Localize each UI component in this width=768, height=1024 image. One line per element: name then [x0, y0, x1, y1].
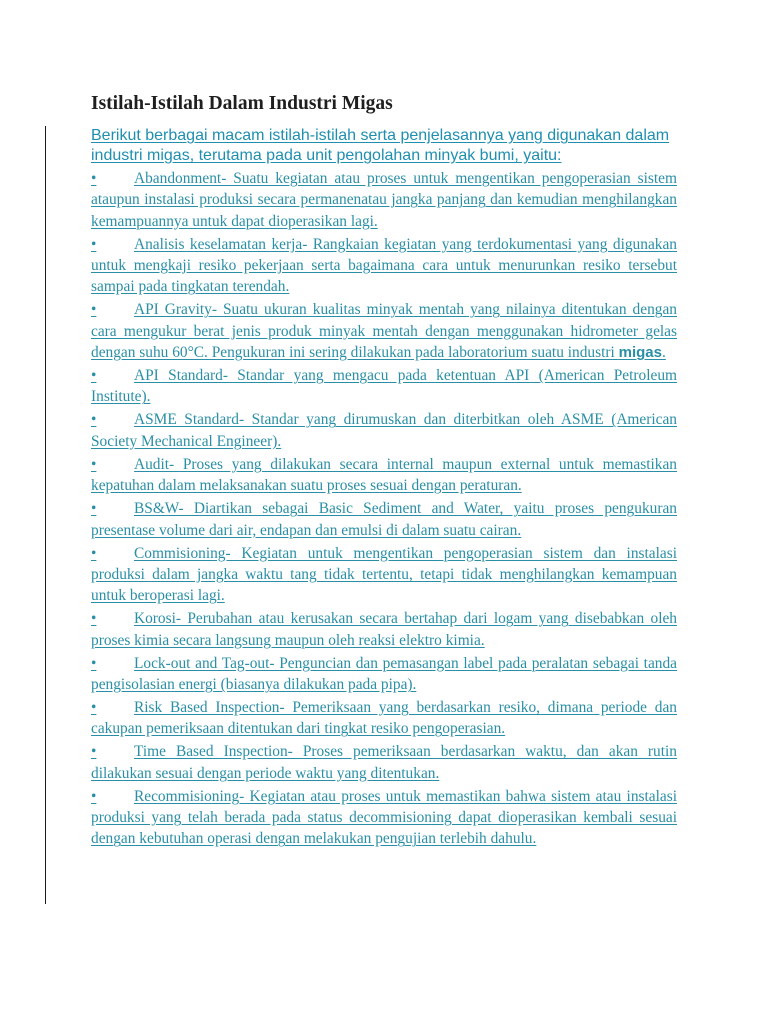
- term-item[interactable]: [91, 498, 677, 541]
- bullet-icon: •: [91, 411, 97, 429]
- term-item[interactable]: [91, 168, 677, 232]
- term-item[interactable]: [91, 543, 677, 607]
- term-item[interactable]: [91, 786, 677, 850]
- term-text: Audit- Proses yang dilakukan secara internal maupun external untuk memastikan kepatuhan dalam melaksanakan suatu proses sesuai dengan peraturan.: [91, 455, 677, 495]
- bullet-icon: •: [91, 301, 97, 319]
- term-text: Korosi- Perubahan atau kerusakan secara bertahap dari logam yang disebabkan oleh proses kimia secara langsung maupun oleh reaksi elektro kimia.: [91, 610, 677, 649]
- term-item[interactable]: [91, 299, 677, 363]
- document-body: [91, 126, 677, 852]
- term-item[interactable]: [91, 653, 677, 696]
- term-text: BS&W- Diartikan sebagai Basic Sediment and Water, yaitu proses pengukuran presentase volume dari air, endapan dan emulsi di dalam suatu cairan.: [91, 500, 677, 539]
- term-text: Analisis keselamatan kerja- Rangkaian kegiatan yang terdokumentasi yang digunakan untuk mengkaji resiko pekerjaan serta bagaimana cara untuk menurunkan resiko tersebut sampai pada tingkatan terendah.: [91, 235, 677, 296]
- bullet-icon: •: [91, 544, 97, 562]
- intro-paragraph[interactable]: Berikut berbagai macam istilah-istilah serta penjelasannya yang digunakan dalam industri migas, terutama pada unit pengolahan minyak bumi, yaitu:: [91, 127, 670, 164]
- term-item[interactable]: [91, 234, 677, 298]
- term-item[interactable]: [91, 454, 677, 497]
- bullet-icon: •: [91, 787, 97, 805]
- term-item[interactable]: [91, 365, 677, 408]
- term-item[interactable]: [91, 741, 677, 784]
- bullet-icon: •: [91, 500, 97, 518]
- keyword-link[interactable]: migas: [618, 343, 662, 361]
- term-text: Abandonment- Suatu kegiatan atau proses untuk mengentikan pengoperasian sistem ataupun instalasi produksi secara permanenatau jangka panjang dan kemudian menghilangkan kemampuannya untuk dapat dioperasikan lagi.: [91, 170, 677, 230]
- term-text: Recommisioning- Kegiatan atau proses untuk memastikan bahwa sistem atau instalasi produksi yang telah berada pada status decommisioning dapat dioperasikan kembali sesuai dengan kebutuhan operasi dengan melakukan pengujian terlebih dahulu.: [91, 787, 677, 848]
- term-text: API Standard- Standar yang mengacu pada ketentuan API (American Petroleum Institute).: [91, 367, 677, 406]
- bullet-icon: •: [91, 654, 97, 672]
- bullet-icon: •: [91, 367, 97, 385]
- term-text: Risk Based Inspection- Pemeriksaan yang berdasarkan resiko, dimana periode dan cakupan pemeriksaan ditentukan dari tingkat resiko pengoperasian.: [91, 699, 677, 738]
- term-text-tail: .: [662, 343, 666, 361]
- term-text: Time Based Inspection- Proses pemeriksaan berdasarkan waktu, dan akan rutin dilakukan sesuai dengan periode waktu yang ditentukan.: [91, 743, 677, 782]
- bullet-icon: •: [91, 743, 97, 761]
- term-item[interactable]: [91, 409, 677, 452]
- term-list: [91, 168, 677, 850]
- bullet-icon: •: [91, 170, 97, 187]
- bullet-icon: •: [91, 455, 97, 473]
- term-item[interactable]: [91, 697, 677, 740]
- term-item[interactable]: [91, 608, 677, 651]
- term-text: Lock-out and Tag-out- Penguncian dan pemasangan label pada peralatan sebagai tanda pengisolasian energi (biasanya dilakukan pada pipa).: [91, 654, 677, 693]
- page-title: Istilah-Istilah Dalam Industri Migas: [91, 93, 393, 114]
- term-text: Commisioning- Kegiatan untuk mengentikan pengoperasian sistem dan instalasi produksi dalam jangka waktu tang tidak tertentu, tetapi tidak menghilangkan kemampuan untuk beroperasi lagi.: [91, 544, 677, 605]
- bullet-icon: •: [91, 610, 97, 628]
- term-text: ASME Standard- Standar yang dirumuskan dan diterbitkan oleh ASME (American Society Mechanical Engineer).: [91, 411, 677, 450]
- margin-rule: [45, 126, 46, 904]
- term-text: API Gravity- Suatu ukuran kualitas minyak mentah yang nilainya ditentukan dengan cara mengukur berat jenis produk minyak mentah dengan menggunakan hidrometer gelas dengan suhu 60°C. Pengukuran ini sering dilakukan pada laboratorium suatu industri: [91, 301, 677, 361]
- bullet-icon: •: [91, 699, 97, 717]
- bullet-icon: •: [91, 235, 97, 253]
